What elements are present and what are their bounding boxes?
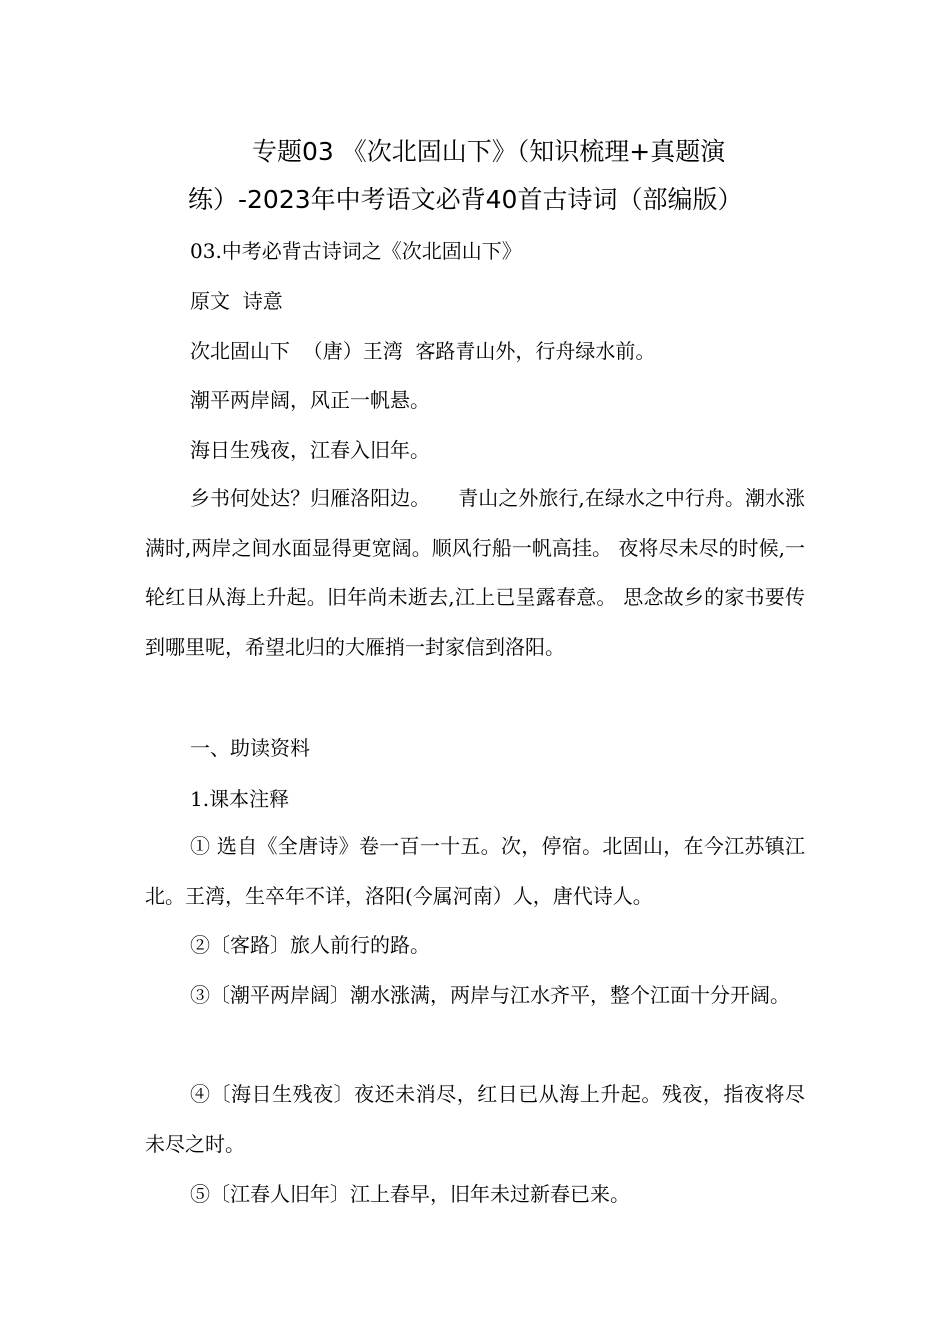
columns-label: 原文 诗意 (190, 289, 283, 313)
poem-title-author: 次北固山下 （唐）王湾 (190, 339, 403, 363)
note-3: ③〔潮平两岸阔〕潮水涨满，两岸与江水齐平，整个江面十分开阔。 (190, 983, 790, 1007)
poem-line-2: 潮平两岸阔，风正一帆悬。 (190, 388, 430, 412)
note-4: ④〔海日生残夜〕夜还未消尽，红日已从海上升起。残夜，指夜将尽未尽之时。 (145, 1082, 805, 1156)
part-1-heading: 一、助读资料 (190, 736, 310, 760)
document-title-line-1: 专题03 《次北固山下》（知识梳理+真题演 (252, 137, 726, 166)
section-heading: 03.中考必背古诗词之《次北固山下》 (190, 239, 522, 263)
poem-first-row (190, 338, 655, 364)
note-5: ⑤〔江春人旧年〕江上春早，旧年未过新春已来。 (190, 1182, 630, 1206)
note-2: ②〔客路〕旅人前行的路。 (190, 933, 430, 957)
document-title-line-2: 练）-2023年中考语文必背40首古诗词（部编版） (188, 185, 743, 214)
poem-line-3: 海日生残夜，江春入旧年。 (190, 438, 430, 462)
poem-line-4: 乡书何处达？归雁洛阳边。 (190, 486, 431, 510)
translation-text: 青山之外旅行,在绿水之中行舟。潮水涨满时,两岸之间水面显得更宽阔。顺风行船一帆高挂。 夜将尽未尽的时候,一轮红日从海上升起。旧年尚未逝去,江上已呈露春意。 思念故乡的家书要传到哪里呢，希望北归的大雁捎一封家信到洛阳。 (145, 486, 806, 659)
note-1: ① 选自《全唐诗》卷一百一十五。次，停宿。北固山，在今江苏镇江北。王湾，生卒年不详，洛阳(今属河南）人，唐代诗人。 (145, 834, 805, 908)
subsection-1-heading: 1.课本注释 (190, 787, 290, 811)
poem-and-translation-paragraph (145, 474, 805, 672)
poem-line-1: 客路青山外，行舟绿水前。 (415, 339, 656, 363)
